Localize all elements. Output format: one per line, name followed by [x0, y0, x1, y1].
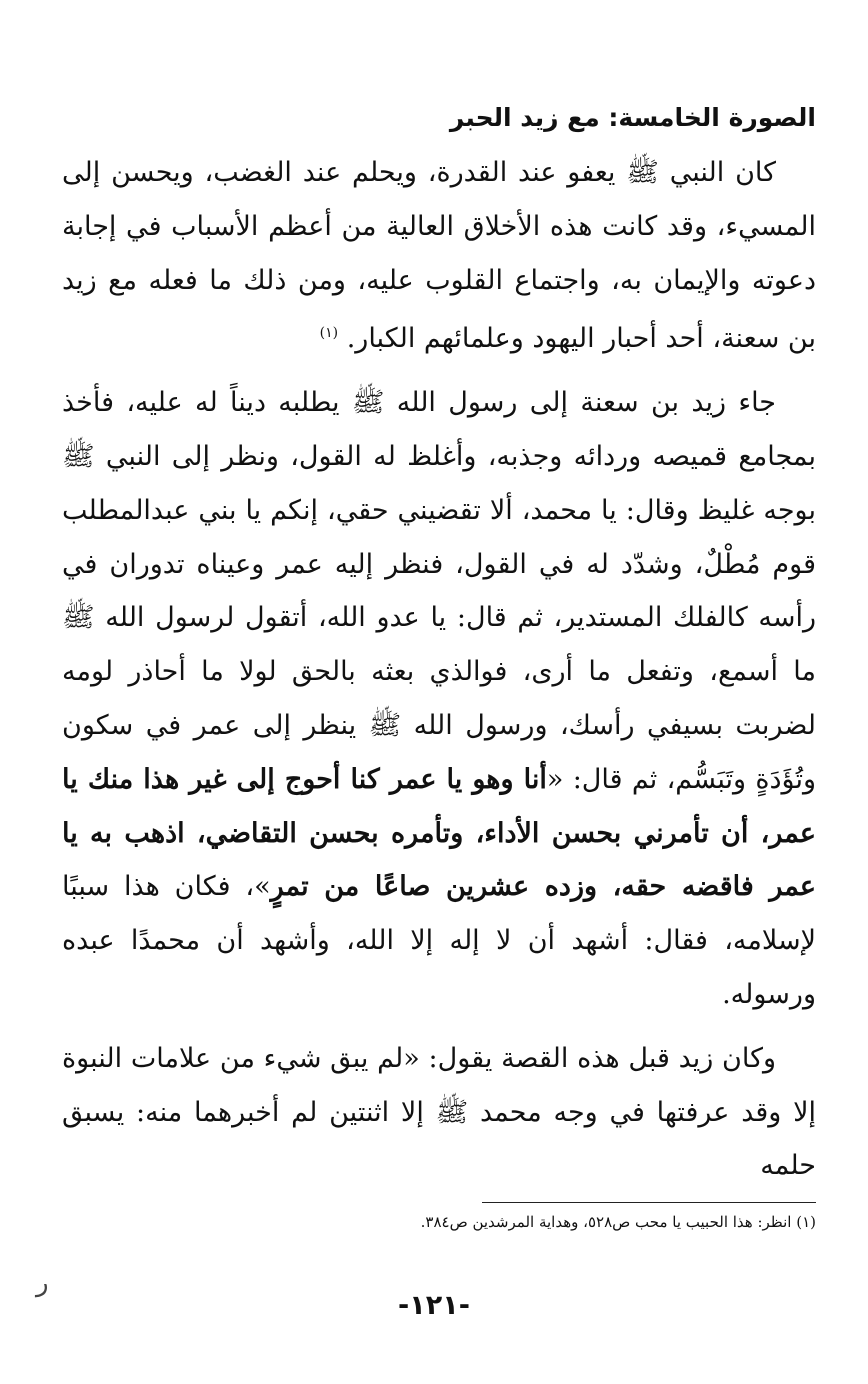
- paragraph-2-tail: »، فكان هذا سببًا لإسلامه، فقال: أشهد أن لا إله إلا الله، وأشهد أن محمدًا عبده ورسوله.: [62, 871, 816, 1010]
- footnote-reference: (١): [319, 325, 339, 342]
- footnote-divider: [482, 1202, 816, 1203]
- paragraph-3: وكان زيد قبل هذه القصة يقول: «لم يبق شيء من علامات النبوة إلا وقد عرفتها في وجه محمد ﷺ إلا اثنتين لم أخبرهما منه: يسبق حلمه: [62, 1042, 816, 1182]
- page-number: -١٢١-: [398, 1290, 470, 1321]
- paragraph-2: [62, 376, 816, 1022]
- margin-handwritten-mark: ﺭ: [36, 1268, 49, 1298]
- hadith-quote-bold: أنا وهو يا عمر كنا أحوج إلى غير هذا منك يا عمر، أن تأمرني بحسن الأداء، وتأمره بحسن التقاضي، اذهب به يا عمر فاقضه حقه، وزده عشرين صاعًا من تمرٍ: [62, 763, 816, 903]
- footnote-text: (١) انظر: هذا الحبيب يا محب ص٥٢٨، وهداية المرشدين ص٣٨٤.: [420, 1213, 816, 1231]
- paragraph-2-text: جاء زيد بن سعنة إلى رسول الله ﷺ يطلبه ديناً له عليه، فأخذ بمجامع قميصه وردائه وجذبه، وأغلظ له القول، ونظر إلى النبي ﷺ بوجه غليظ وقال: يا محمد، ألا تقضيني حقي، إنكم يا بني عبدالمطلب قوم مُطْلٌ، وشدّد له في القول، فنظر إليه عمر وعيناه تدوران في رأسه كالفلك المستدير، ثم قال: يا عدو الله، أتقول لرسول الله ﷺ ما أسمع، وتفعل ما أرى، فوالذي بعثه بالحق لولا ما أحاذر لومه لضربت بسيفي رأسك، ورسول الله ﷺ ينظر إلى عمر في سكون وتُؤَدَةٍ وتَبَسُّم، ثم قال: «: [62, 387, 816, 795]
- paragraph-1-text: كان النبي ﷺ يعفو عند القدرة، ويحلم عند الغضب، ويحسن إلى المسيء، وقد كانت هذه الأخلاق العالية من أعظم الأسباب في إجابة دعوته والإيمان به، واجتماع القلوب عليه، ومن ذلك ما فعله مع زيد بن سعنة، أحد أحبار اليهود وعلمائهم الكبار.: [62, 157, 816, 355]
- section-heading: الصورة الخامسة: مع زيد الحبر: [449, 103, 816, 132]
- page-body: [62, 98, 816, 1203]
- paragraph-1: [62, 146, 816, 366]
